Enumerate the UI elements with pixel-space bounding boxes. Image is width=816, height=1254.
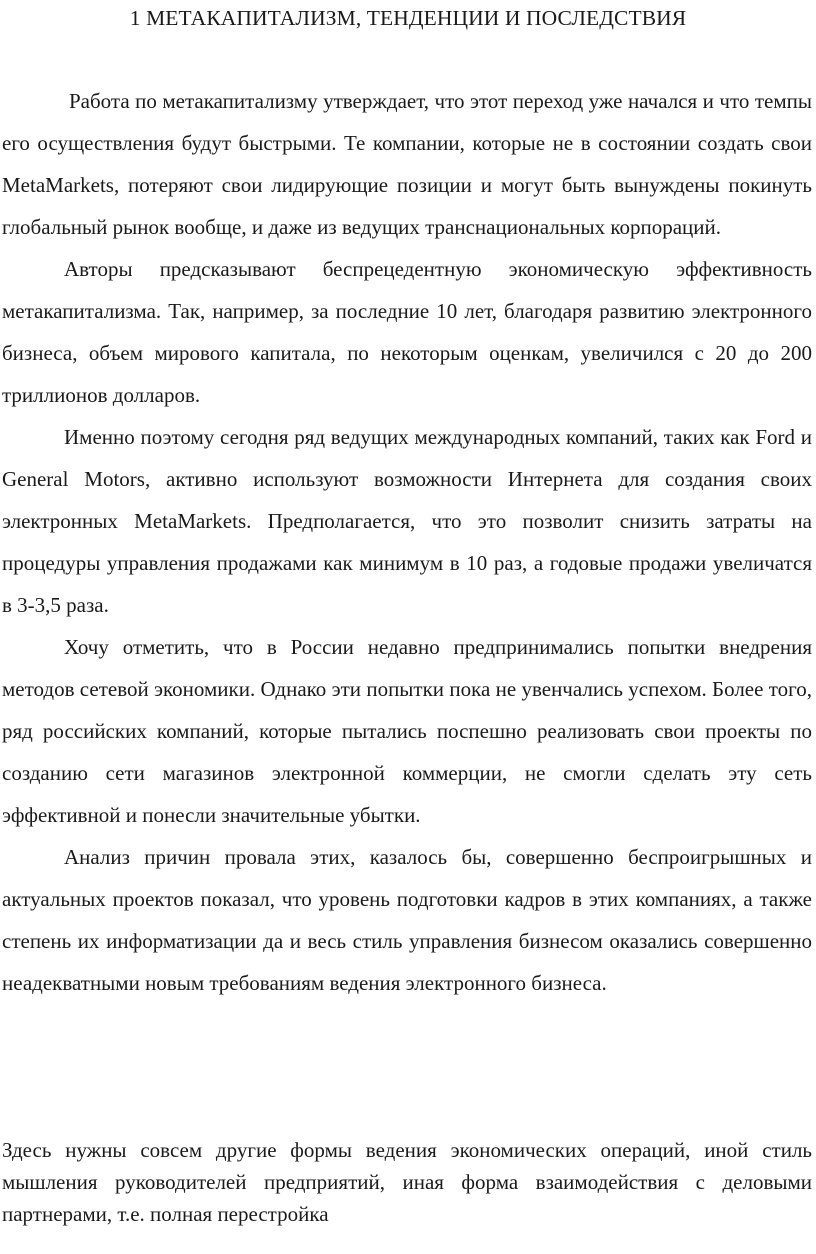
paragraph-3: Именно поэтому сегодня ряд ведущих международных компаний, таких как Ford и General Motors, активно используют возможности Интернета для создания своих электронных MetaMarkets. Предполагается, что это позволит снизить затраты на процедуры управления продажами как минимум в 10 раз, а годовые продажи увеличатся в 3-3,5 раза. <box>2 425 812 617</box>
document-body <box>2 80 812 1004</box>
paragraph-2: Авторы предсказывают беспрецедентную экономическую эффективность метакапитализма. Так, например, за последние 10 лет, благодаря развитию электронного бизнеса, объем мирового капитала, по некоторым оценкам, увеличился с 20 до 200 триллионов долларов. <box>2 257 812 407</box>
paragraph-4: Хочу отметить, что в России недавно предпринимались попытки внедрения методов сетевой экономики. Однако эти попытки пока не увенчались успехом. Более того, ряд российских компаний, которые пытались поспешно реализовать свои проекты по созданию сети магазинов электронной коммерции, не смогли сделать эту сеть эффективной и понесли значительные убытки. <box>2 635 812 827</box>
paragraph-final: Здесь нужны совсем другие формы ведения экономических операций, иной стиль мышления руководителей предприятий, иная форма взаимодействия с деловыми партнерами, т.е. полная перестройка <box>2 1138 812 1226</box>
paragraph-1: Работа по метакапитализму утверждает, что этот переход уже начался и что темпы его осуществления будут быстрыми. Те компании, которые не в состоянии создать свои MetaMarkets, потеряют свои лидирующие позиции и могут быть вынуждены покинуть глобальный рынок вообще, и даже из ведущих транснациональных корпораций. <box>2 89 812 239</box>
paragraph-5: Анализ причин провала этих, казалось бы, совершенно беспроигрышных и актуальных проектов показал, что уровень подготовки кадров в этих компаниях, а также степень их информатизации да и весь стиль управления бизнесом оказались совершенно неадекватными новым требованиям ведения электронного бизнеса. <box>2 845 812 995</box>
document-title: 1 МЕТАКАПИТАЛИЗМ, ТЕНДЕНЦИИ И ПОСЛЕДСТВИЯ <box>129 6 687 30</box>
